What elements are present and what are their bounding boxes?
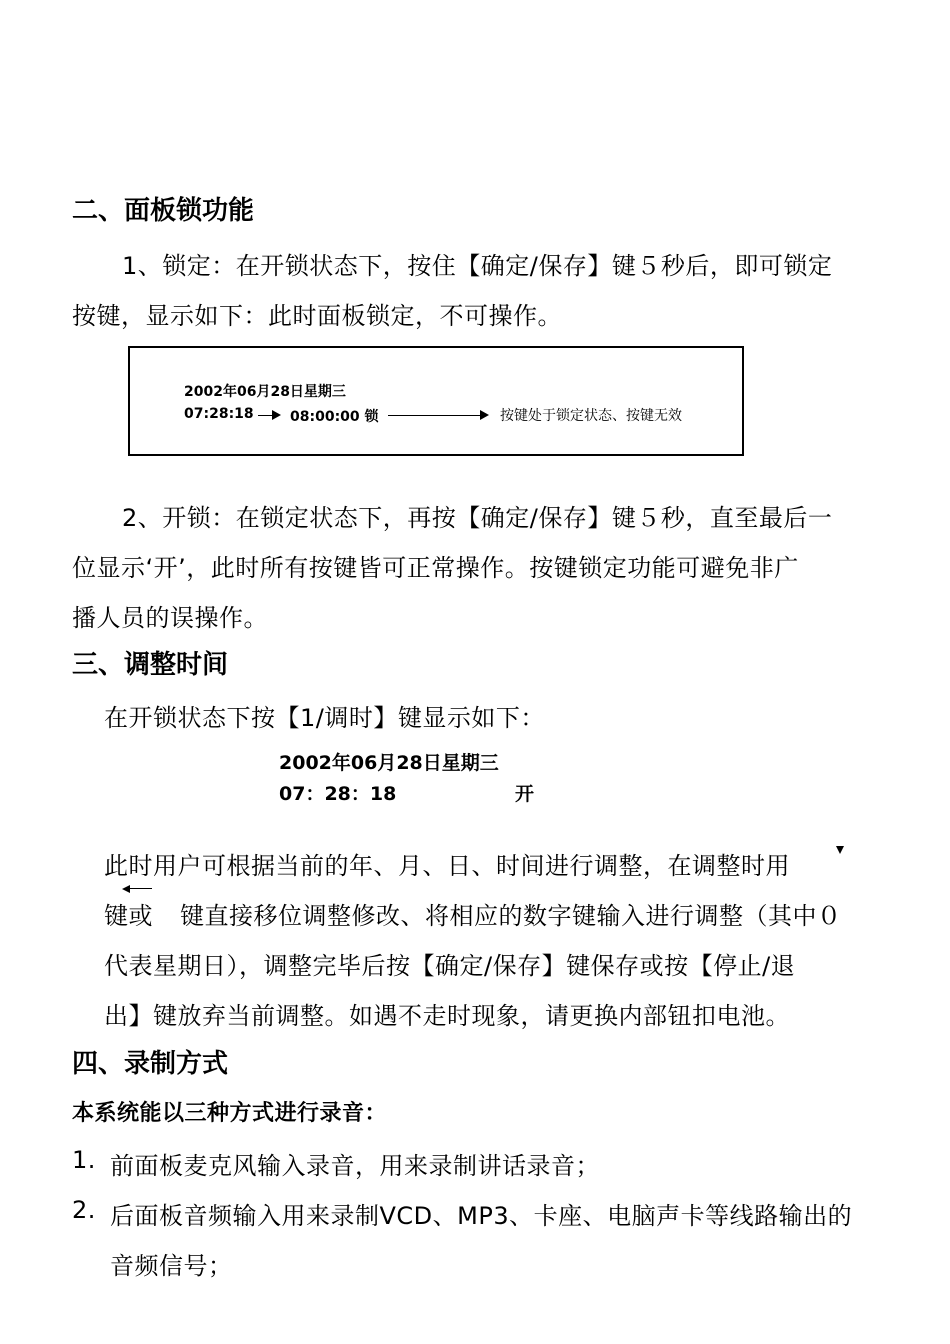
adjust-paragraph-line-3: 代表星期日），调整完毕后按【确定/保存】键保存或按【停止/退 (104, 952, 796, 980)
adjust-intro: 在开锁状态下按【1/调时】键显示如下： (104, 704, 545, 732)
lock-paragraph-line-1: 1、锁定：在开锁状态下，按住【确定/保存】键５秒后，即可锁定 (122, 252, 833, 280)
adjust-paragraph-line-2b: 键直接移位调整修改、将相应的数字键输入进行调整（其中０ (180, 902, 842, 930)
list-item-1-number: 1. (72, 1146, 96, 1174)
adjust-paragraph-line-1: 此时用户可根据当前的年、月、日、时间进行调整，在调整时用 (104, 852, 790, 880)
unlock-paragraph-line-3: 播人员的误操作。 (72, 604, 268, 632)
lock-display-box (128, 346, 744, 456)
adjust-paragraph-line-2a: 键或 (104, 902, 153, 930)
lock-paragraph-line-2: 按键，显示如下：此时面板锁定，不可操作。 (72, 302, 562, 330)
section-title-panel-lock: 二、面板锁功能 (72, 196, 255, 226)
unlock-paragraph-line-1: 2、开锁：在锁定状态下，再按【确定/保存】键５秒，直至最后一 (122, 504, 833, 532)
box-arrow-short-line (258, 415, 272, 416)
unlock-paragraph-line-2: 位显示‘开’，此时所有按键皆可正常操作。按键锁定功能可避免非广 (72, 554, 799, 582)
left-arrow-line (130, 888, 152, 889)
list-item-2-text: 后面板音频输入用来录制VCD、MP3、卡座、电脑声卡等线路输出的 (110, 1202, 853, 1230)
list-item-1-text: 前面板麦克风输入录音，用来录制讲话录音； (110, 1152, 600, 1180)
section-title-recording-mode: 四、录制方式 (72, 1049, 229, 1079)
box-note: 按键处于锁定状态、按键无效 (500, 408, 682, 424)
list-item-2-number: 2. (72, 1196, 96, 1224)
adjust-paragraph-line-4: 出】键放弃当前调整。如遇不走时现象，请更换内部钮扣电池。 (104, 1002, 790, 1030)
box-date: 2002年06月28日星期三 (184, 384, 346, 400)
box-time-to: 08:00:00 锁 (290, 409, 379, 425)
box-time-from: 07:28:18 (184, 406, 254, 422)
display-date: 2002年06月28日星期三 (279, 752, 499, 774)
recording-subtitle: 本系统能以三种方式进行录音： (72, 1101, 388, 1126)
box-arrow-short-head (272, 410, 281, 420)
display-status: 开 (515, 783, 535, 805)
box-arrow-long-line (388, 415, 480, 416)
down-arrow-icon (836, 846, 844, 854)
left-arrow-icon (122, 885, 130, 893)
box-arrow-long-head (480, 410, 489, 420)
list-item-2-text-cont: 音频信号； (110, 1252, 233, 1280)
section-title-adjust-time: 三、调整时间 (72, 650, 229, 680)
display-time: 07：28：18 (279, 783, 397, 805)
